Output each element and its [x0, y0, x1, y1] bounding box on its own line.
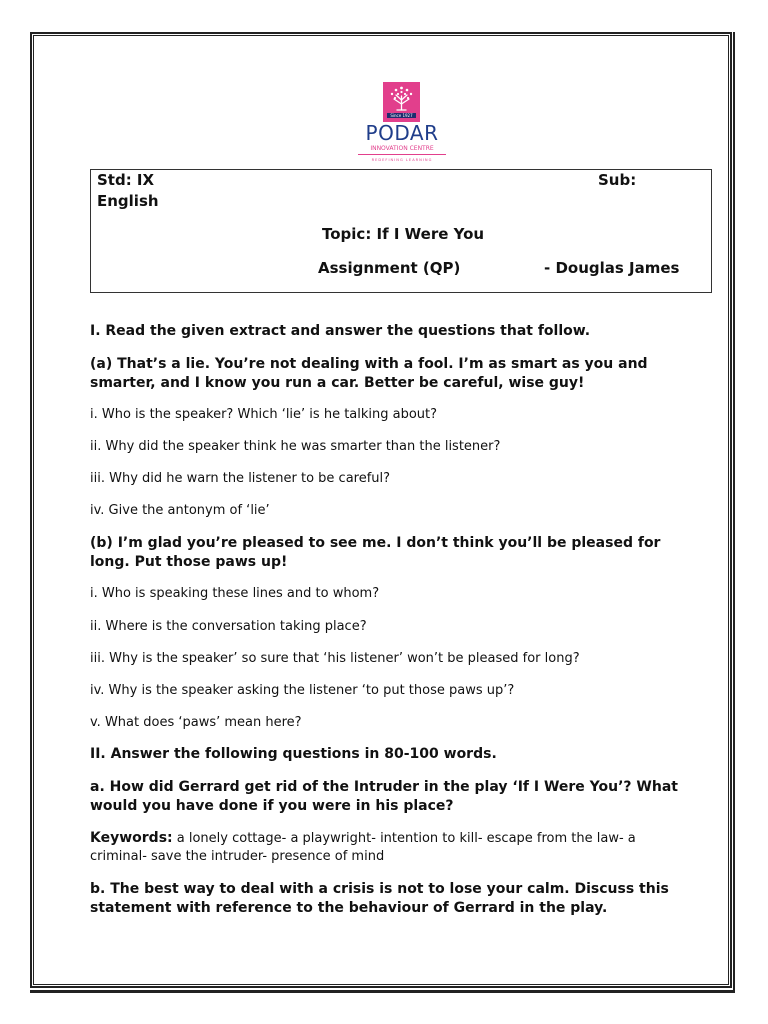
- question-b-line-2: statement with reference to the behaviour of Gerrard in the play.: [90, 900, 608, 916]
- keywords-line-1: [90, 830, 690, 847]
- extract-b-question-1: i. Who is speaking these lines and to whom?: [90, 586, 380, 601]
- extract-b-question-3: iii. Why is the speaker’ so sure that ‘his listener’ won’t be pleased for long?: [90, 651, 580, 666]
- assignment-header-box: [90, 169, 712, 293]
- extract-a-question-4: iv. Give the antonym of ‘lie’: [90, 503, 270, 518]
- extract-a-line-1: (a) That’s a lie. You’re not dealing with a fool. I’m as smart as you and: [90, 356, 648, 372]
- extract-b-question-2: ii. Where is the conversation taking place?: [90, 619, 367, 634]
- question-a-line-1: a. How did Gerrard get rid of the Intruder in the play ‘If I Were You’? What: [90, 779, 678, 795]
- extract-a-question-3: iii. Why did he warn the listener to be careful?: [90, 471, 391, 486]
- extract-a-question-1: i. Who is the speaker? Which ‘lie’ is he talking about?: [90, 407, 438, 422]
- logo-name: PODAR: [365, 121, 439, 145]
- sub-label: Sub:: [598, 171, 637, 189]
- school-logo: [352, 82, 452, 166]
- logo-since-label: Since 1927: [387, 113, 416, 118]
- extract-b-line-2: long. Put those paws up!: [90, 554, 288, 570]
- logo-emblem: [383, 82, 420, 122]
- extract-b-question-5: v. What does ‘paws’ mean here?: [90, 715, 302, 730]
- extract-b-line-1: (b) I’m glad you’re pleased to see me. I don’t think you’ll be pleased for: [90, 535, 661, 551]
- question-b-line-1: b. The best way to deal with a crisis is not to lose your calm. Discuss this: [90, 881, 669, 897]
- extract-a-question-2: ii. Why did the speaker think he was smarter than the listener?: [90, 439, 501, 454]
- logo-divider: [358, 154, 446, 155]
- topic-label: Topic: If I Were You: [322, 225, 485, 243]
- extract-b-question-4: iv. Why is the speaker asking the listener ‘to put those paws up’?: [90, 683, 515, 698]
- std-label: Std: IX: [97, 171, 155, 189]
- section-1-heading: I. Read the given extract and answer the questions that follow.: [90, 323, 591, 339]
- keywords-line-2: criminal- save the intruder- presence of mind: [90, 849, 385, 864]
- teacher-name: - Douglas James: [544, 259, 680, 277]
- extract-a-line-2: smarter, and I know you run a car. Better be careful, wise guy!: [90, 375, 585, 391]
- keywords-text-1: a lonely cottage- a playwright- intention to kill- escape from the law- a: [172, 831, 636, 846]
- tree-icon: [383, 82, 420, 113]
- logo-subtitle: INNOVATION CENTRE: [370, 145, 434, 152]
- section-2-heading: II. Answer the following questions in 80-100 words.: [90, 746, 497, 762]
- keywords-label: Keywords:: [90, 830, 173, 846]
- question-a-line-2: would you have done if you were in his place?: [90, 798, 454, 814]
- subject-label: English: [97, 192, 159, 210]
- logo-tagline: REDEFINING LEARNING: [371, 158, 433, 162]
- assignment-label: Assignment (QP): [318, 259, 461, 277]
